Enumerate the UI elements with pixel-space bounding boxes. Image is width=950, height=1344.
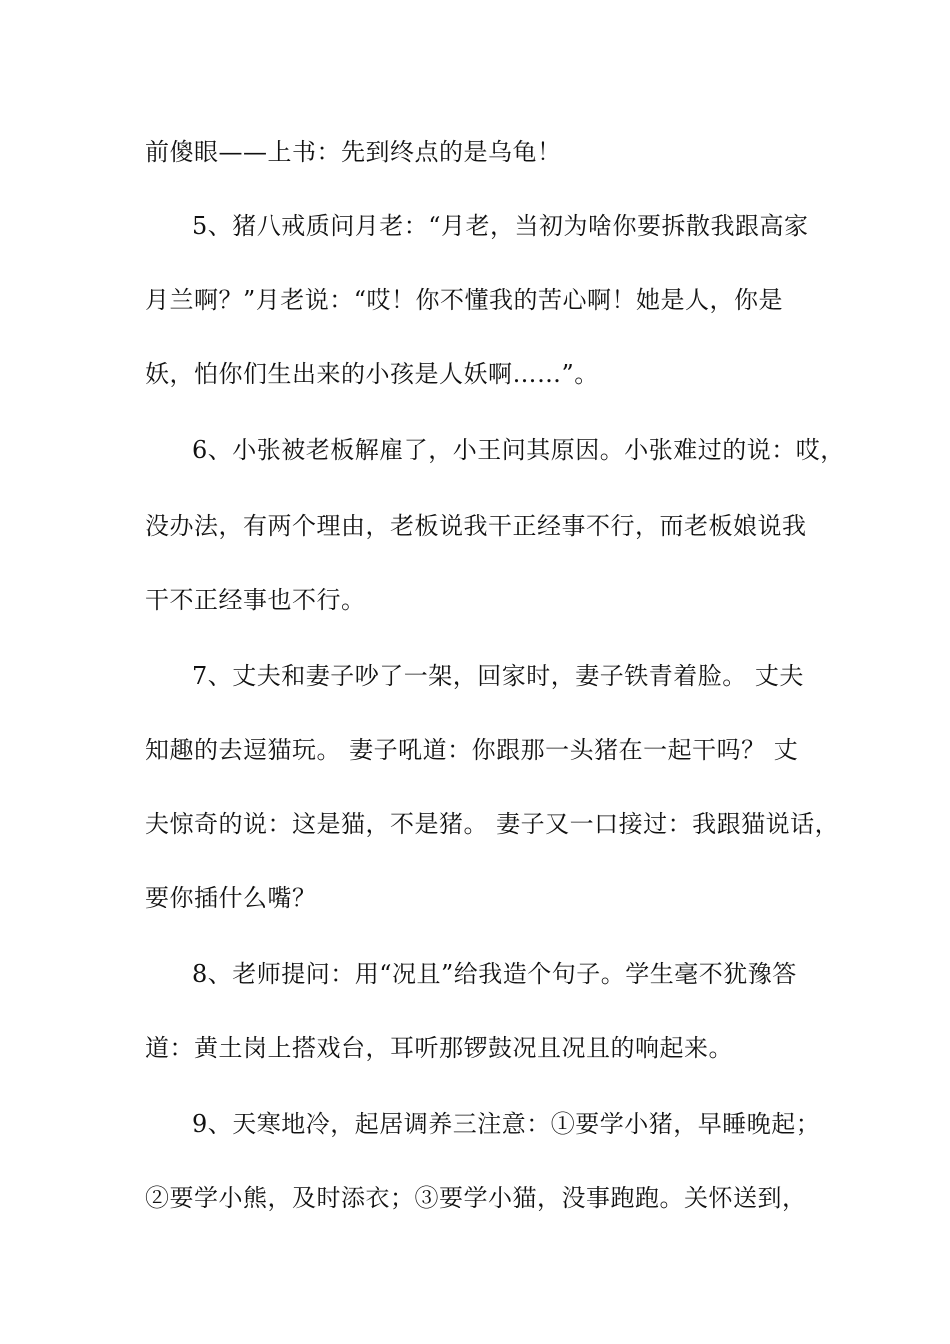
text-line: 要你插什么嘴？ — [145, 884, 317, 912]
text-line: ②要学小熊，及时添衣；③要学小猫，没事跑跑。关怀送到， — [145, 1184, 807, 1212]
text-line: 9、天寒地冷，起居调养三注意：①要学小猪，早睡晚起； — [192, 1110, 821, 1138]
text-line: 没办法，有两个理由，老板说我干正经事不行，而老板娘说我 — [145, 512, 807, 540]
text-line: 5、猪八戒质问月老：“月老，当初为啥你要拆散我跟高家 — [192, 212, 809, 240]
text-line: 前傻眼——上书：先到终点的是乌龟！ — [145, 138, 562, 166]
text-line: 6、小张被老板解雇了，小王问其原因。小张难过的说：哎， — [192, 436, 845, 464]
text-line: 夫惊奇的说：这是猫，不是猪。 妻子又一口接过：我跟猫说话， — [145, 810, 840, 838]
text-line: 妖，怕你们生出来的小孩是人妖啊……”。 — [145, 360, 599, 388]
text-line: 道：黄土岗上搭戏台，耳听那锣鼓况且况且的响起来。 — [145, 1034, 733, 1062]
text-line: 8、老师提问：用“况且”给我造个句子。学生毫不犹豫答 — [192, 960, 797, 988]
text-line: 知趣的去逗猫玩。 妻子吼道：你跟那一头猪在一起干吗？ 丈 — [145, 736, 799, 764]
text-line: 7、丈夫和妻子吵了一架，回家时，妻子铁青着脸。 丈夫 — [192, 662, 804, 690]
text-line: 月兰啊？”月老说：“哎！你不懂我的苦心啊！她是人，你是 — [145, 286, 784, 314]
text-line: 干不正经事也不行。 — [145, 586, 366, 614]
